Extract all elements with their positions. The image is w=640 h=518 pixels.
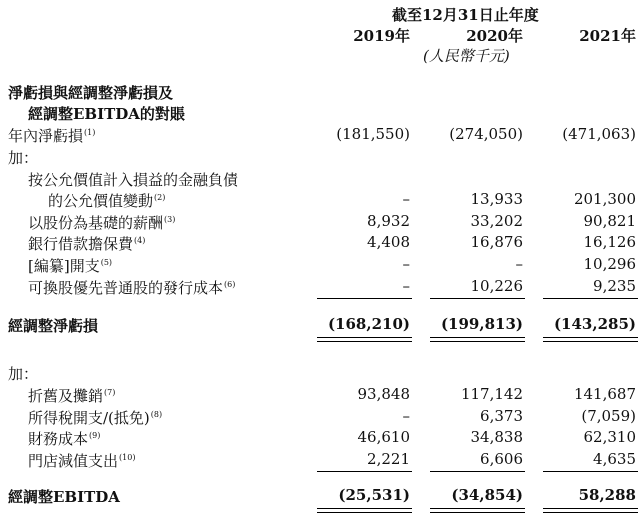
cell-net-loss-2020: (274,050) bbox=[449, 125, 523, 143]
ebitda-total-rule-2021-a bbox=[543, 508, 638, 509]
section-title-line1: 淨虧損與經調整淨虧損及 bbox=[8, 84, 174, 102]
cell-adjusted-net-loss-2021: (143,285) bbox=[553, 315, 636, 333]
cell-fv-2019: – bbox=[402, 190, 410, 208]
cell-bank-guarantee-2021: 16,126 bbox=[583, 233, 636, 251]
cell-share-comp-2021: 90,821 bbox=[583, 212, 636, 230]
row-label-fv-line1: 按公允價值計入損益的金融負債 bbox=[28, 171, 239, 189]
row-label-pref-cost: 可換股優先普通股的發行成本$^{(6)}$ bbox=[28, 279, 236, 297]
cell-finance-costs-2021: 62,310 bbox=[583, 428, 636, 446]
cell-impairment-2020: 6,606 bbox=[480, 450, 523, 468]
cell-adjusted-ebitda-2019: (25,531) bbox=[338, 486, 410, 504]
cell-net-loss-2021: (471,063) bbox=[562, 125, 636, 143]
year-2021-header: 2021年 bbox=[579, 27, 636, 45]
row-label-depreciation: 折舊及攤銷$^{(7)}$ bbox=[28, 387, 116, 405]
cell-finance-costs-2020: 34,838 bbox=[470, 428, 523, 446]
cell-pref-cost-2020: 10,226 bbox=[470, 277, 523, 295]
ebitda-total-rule-2021-b bbox=[543, 512, 638, 513]
cell-pref-cost-2021: 9,235 bbox=[593, 277, 636, 295]
section-title-line2: 經調整EBITDA的對賬 bbox=[28, 105, 185, 123]
total-rule-2020-a bbox=[430, 337, 525, 338]
cell-bank-guarantee-2020: 16,876 bbox=[470, 233, 523, 251]
total-rule-2021-a bbox=[543, 337, 638, 338]
cell-share-comp-2019: 8,932 bbox=[367, 212, 410, 230]
cell-listing-2019: – bbox=[402, 255, 410, 273]
ebitda-total-rule-2020-b bbox=[430, 512, 525, 513]
row-label-listing: [編纂]開支$^{(5)}$ bbox=[28, 257, 113, 275]
row-label-net-loss: 年內淨虧損$^{(1)}$ bbox=[8, 127, 96, 145]
ebitda-subtotal-rule-2020 bbox=[430, 471, 525, 472]
subtotal-rule-2019 bbox=[317, 298, 412, 299]
cell-net-loss-2019: (181,550) bbox=[336, 125, 410, 143]
cell-share-comp-2020: 33,202 bbox=[470, 212, 523, 230]
cell-adjusted-net-loss-2020: (199,813) bbox=[440, 315, 523, 333]
subtotal-rule-2021 bbox=[543, 298, 638, 299]
row-label-add: 加： bbox=[8, 149, 39, 167]
cell-depreciation-2019: 93,848 bbox=[357, 385, 410, 403]
cell-listing-2021: 10,296 bbox=[583, 255, 636, 273]
row-label-add-2: 加： bbox=[8, 365, 39, 383]
row-label-finance-costs: 財務成本$^{(9)}$ bbox=[28, 430, 101, 448]
row-label-share-comp: 以股份為基礎的薪酬$^{(3)}$ bbox=[28, 214, 176, 232]
unit-label: (人民幣千元) bbox=[423, 47, 510, 65]
row-label-fv-line2: 的公允價值變動$^{(2)}$ bbox=[48, 192, 166, 210]
row-label-income-tax: 所得稅開支/(抵免)$^{(8)}$ bbox=[28, 409, 163, 427]
total-rule-2021-b bbox=[543, 341, 638, 342]
cell-income-tax-2020: 6,373 bbox=[480, 407, 523, 425]
cell-depreciation-2020: 117,142 bbox=[460, 385, 523, 403]
cell-impairment-2021: 4,635 bbox=[593, 450, 636, 468]
row-label-impairment: 門店減值支出$^{(10)}$ bbox=[28, 452, 136, 470]
year-2020-header: 2020年 bbox=[466, 27, 523, 45]
row-label-adjusted-ebitda: 經調整EBITDA bbox=[8, 488, 120, 506]
cell-adjusted-ebitda-2020: (34,854) bbox=[451, 486, 523, 504]
total-rule-2019-a bbox=[317, 337, 412, 338]
cell-finance-costs-2019: 46,610 bbox=[357, 428, 410, 446]
total-rule-2020-b bbox=[430, 341, 525, 342]
cell-impairment-2019: 2,221 bbox=[367, 450, 410, 468]
cell-listing-2020: – bbox=[515, 255, 523, 273]
ebitda-total-rule-2019-b bbox=[317, 512, 412, 513]
cell-fv-2021: 201,300 bbox=[573, 190, 636, 208]
row-label-bank-guarantee: 銀行借款擔保費$^{(4)}$ bbox=[28, 235, 146, 253]
cell-adjusted-net-loss-2019: (168,210) bbox=[327, 315, 410, 333]
cell-income-tax-2019: – bbox=[402, 407, 410, 425]
year-2019-header: 2019年 bbox=[353, 27, 410, 45]
cell-income-tax-2021: (7,059) bbox=[581, 407, 636, 425]
cell-depreciation-2021: 141,687 bbox=[573, 385, 636, 403]
ebitda-subtotal-rule-2019 bbox=[317, 471, 412, 472]
cell-pref-cost-2019: – bbox=[402, 277, 410, 295]
cell-fv-2020: 13,933 bbox=[470, 190, 523, 208]
total-rule-2019-b bbox=[317, 341, 412, 342]
ebitda-subtotal-rule-2021 bbox=[543, 471, 638, 472]
subtotal-rule-2020 bbox=[430, 298, 525, 299]
cell-adjusted-ebitda-2021: 58,288 bbox=[578, 486, 636, 504]
ebitda-total-rule-2019-a bbox=[317, 508, 412, 509]
row-label-adjusted-net-loss: 經調整淨虧損 bbox=[8, 317, 99, 335]
period-header: 截至12月31日止年度 bbox=[392, 6, 539, 24]
cell-bank-guarantee-2019: 4,408 bbox=[367, 233, 410, 251]
ebitda-total-rule-2020-a bbox=[430, 508, 525, 509]
